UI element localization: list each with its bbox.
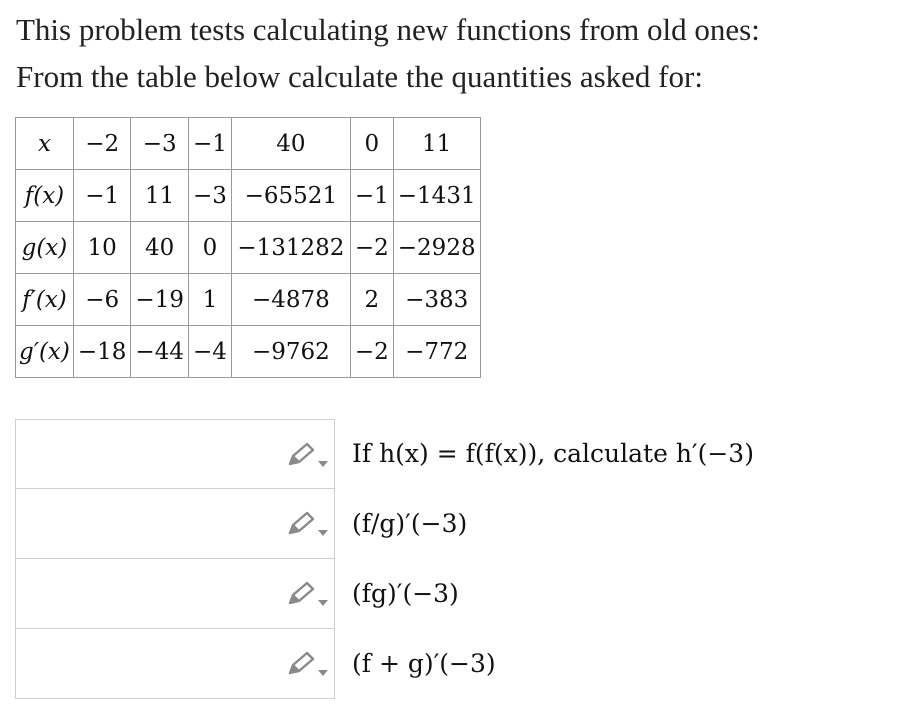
table-cell: −131282 <box>231 222 350 274</box>
row-label: x <box>16 118 74 170</box>
table-cell: −4878 <box>231 274 350 326</box>
table-cell: −772 <box>393 326 480 378</box>
pencil-icon[interactable] <box>284 581 332 609</box>
question-labels <box>352 419 754 699</box>
table-cell: −3 <box>188 170 231 222</box>
intro-line-2: From the table below calculate the quantities asked for: <box>16 59 703 94</box>
table-row <box>16 326 481 378</box>
answer-row <box>15 559 335 629</box>
table-cell: −2 <box>73 118 131 170</box>
table-cell: −65521 <box>231 170 350 222</box>
table-cell: 2 <box>350 274 393 326</box>
table-cell: 11 <box>393 118 480 170</box>
table-cell: 40 <box>131 222 189 274</box>
table-cell: −2 <box>350 326 393 378</box>
answer-inputs <box>15 419 335 699</box>
table-cell: 0 <box>188 222 231 274</box>
table-cell: −6 <box>73 274 131 326</box>
function-values-table <box>15 117 481 378</box>
table-row <box>16 222 481 274</box>
table-cell: −18 <box>73 326 131 378</box>
table-cell: −19 <box>131 274 189 326</box>
answer-row <box>15 629 335 699</box>
answer-input-3[interactable] <box>16 559 271 628</box>
table-cell: 1 <box>188 274 231 326</box>
table-cell: 11 <box>131 170 189 222</box>
table-cell: −9762 <box>231 326 350 378</box>
table-cell: −2928 <box>393 222 480 274</box>
table-cell: −1 <box>350 170 393 222</box>
question-label-4: (f + g)′(−3) <box>352 649 496 678</box>
row-label: g(x) <box>16 222 74 274</box>
answer-input-2[interactable] <box>16 489 271 558</box>
intro-line-1: This problem tests calculating new functions from old ones: <box>16 12 760 47</box>
table-cell: −4 <box>188 326 231 378</box>
problem-intro <box>16 6 906 100</box>
table-cell: −44 <box>131 326 189 378</box>
table-cell: −1 <box>188 118 231 170</box>
pencil-icon[interactable] <box>284 442 332 470</box>
pencil-icon[interactable] <box>284 651 332 679</box>
table-cell: −2 <box>350 222 393 274</box>
table-row <box>16 170 481 222</box>
table-row <box>16 118 481 170</box>
row-label: g′(x) <box>16 326 74 378</box>
answer-row <box>15 489 335 559</box>
table-row <box>16 274 481 326</box>
table-cell: 40 <box>231 118 350 170</box>
table-cell: −1431 <box>393 170 480 222</box>
question-label-1: If h(x) = f(f(x)), calculate h′(−3) <box>352 439 754 468</box>
table-cell: 10 <box>73 222 131 274</box>
table-cell: −1 <box>73 170 131 222</box>
table-cell: −383 <box>393 274 480 326</box>
answer-input-1[interactable] <box>16 420 271 488</box>
row-label: f′(x) <box>16 274 74 326</box>
table-cell: −3 <box>131 118 189 170</box>
pencil-icon[interactable] <box>284 511 332 539</box>
row-label: f(x) <box>16 170 74 222</box>
question-label-2: (f/g)′(−3) <box>352 509 468 538</box>
question-label-3: (fg)′(−3) <box>352 579 459 608</box>
answer-input-4[interactable] <box>16 629 271 698</box>
table-cell: 0 <box>350 118 393 170</box>
answer-row <box>15 419 335 489</box>
